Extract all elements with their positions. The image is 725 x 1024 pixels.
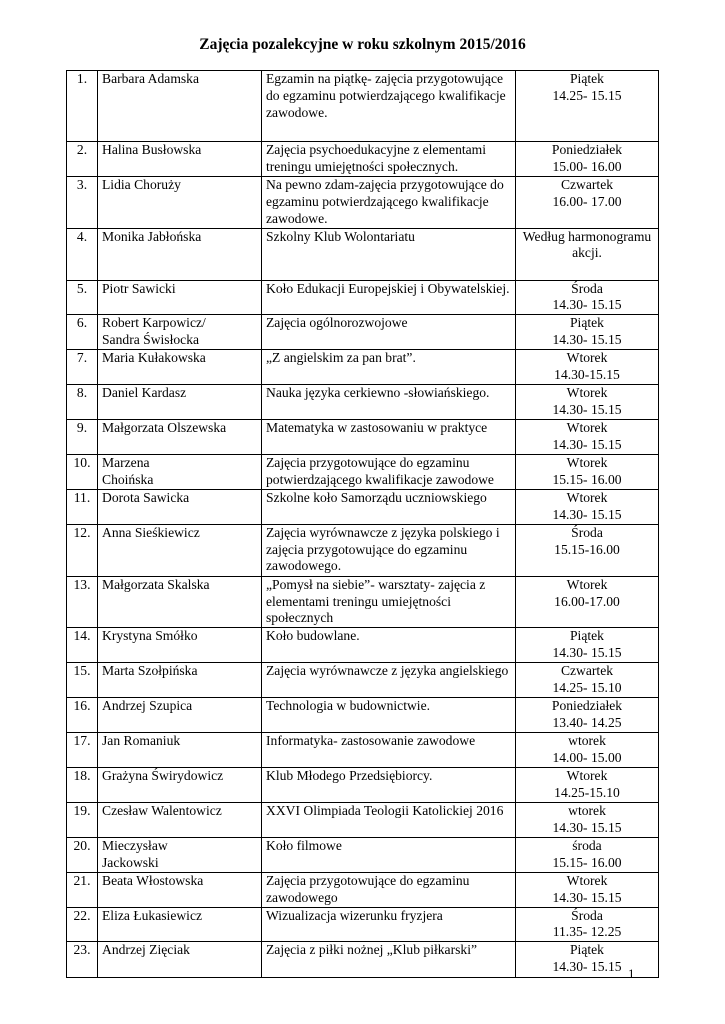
activity-schedule: Według harmonogramu akcji. <box>516 228 659 280</box>
table-row <box>67 419 659 454</box>
table-row <box>67 732 659 767</box>
row-number: 16. <box>67 698 98 733</box>
teacher-name: Andrzej Szupica <box>98 698 262 733</box>
activity-schedule: wtorek 14.30- 15.15 <box>516 802 659 837</box>
table-row <box>67 907 659 942</box>
row-number: 2. <box>67 142 98 177</box>
teacher-name: Daniel Kardasz <box>98 385 262 420</box>
teacher-name: Marta Szołpińska <box>98 663 262 698</box>
table-row <box>67 228 659 280</box>
table-row <box>67 942 659 978</box>
activity-description: Technologia w budownictwie. <box>262 698 516 733</box>
teacher-name: Grażyna Świrydowicz <box>98 767 262 802</box>
table-row <box>67 176 659 228</box>
table-row <box>67 280 659 315</box>
row-number: 11. <box>67 489 98 524</box>
activity-description: Klub Młodego Przedsiębiorcy. <box>262 767 516 802</box>
activity-schedule: Środa 11.35- 12.25 <box>516 907 659 942</box>
row-number: 21. <box>67 872 98 907</box>
activity-description: Wizualizacja wizerunku fryzjera <box>262 907 516 942</box>
row-number: 9. <box>67 419 98 454</box>
teacher-name: Andrzej Zięciak <box>98 942 262 978</box>
activity-description: Koło budowlane. <box>262 628 516 663</box>
activity-description: Szkolne koło Samorządu uczniowskiego <box>262 489 516 524</box>
row-number: 15. <box>67 663 98 698</box>
table-row <box>67 837 659 872</box>
table-row <box>67 628 659 663</box>
activity-schedule: wtorek 14.00- 15.00 <box>516 732 659 767</box>
teacher-name: Monika Jabłońska <box>98 228 262 280</box>
table-row <box>67 767 659 802</box>
teacher-name: Dorota Sawicka <box>98 489 262 524</box>
teacher-name: Marzena Choińska <box>98 454 262 489</box>
teacher-name: Anna Sieśkiewicz <box>98 524 262 576</box>
row-number: 4. <box>67 228 98 280</box>
teacher-name: Barbara Adamska <box>98 71 262 142</box>
activity-schedule: Wtorek 16.00-17.00 <box>516 576 659 628</box>
teacher-name: Małgorzata Olszewska <box>98 419 262 454</box>
teacher-name: Mieczysław Jackowski <box>98 837 262 872</box>
table-row <box>67 142 659 177</box>
activity-schedule: Poniedziałek 15.00- 16.00 <box>516 142 659 177</box>
activity-description: Zajęcia przygotowujące do egzaminu potwierdzającego kwalifikacje zawodowe <box>262 454 516 489</box>
row-number: 14. <box>67 628 98 663</box>
table-row <box>67 454 659 489</box>
activity-description: Koło Edukacji Europejskiej i Obywatelskiej. <box>262 280 516 315</box>
teacher-name: Robert Karpowicz/ Sandra Świsłocka <box>98 315 262 350</box>
activity-schedule: środa 15.15- 16.00 <box>516 837 659 872</box>
row-number: 17. <box>67 732 98 767</box>
row-number: 8. <box>67 385 98 420</box>
activity-description: Zajęcia psychoedukacyjne z elementami treningu umiejętności społecznych. <box>262 142 516 177</box>
row-number: 23. <box>67 942 98 978</box>
teacher-name: Czesław Walentowicz <box>98 802 262 837</box>
table-row <box>67 872 659 907</box>
row-number: 13. <box>67 576 98 628</box>
activity-schedule: Czwartek 16.00- 17.00 <box>516 176 659 228</box>
row-number: 3. <box>67 176 98 228</box>
activity-description: „Z angielskim za pan brat”. <box>262 350 516 385</box>
activity-schedule: Wtorek 14.30- 15.15 <box>516 489 659 524</box>
activity-description: Zajęcia z piłki nożnej „Klub piłkarski” <box>262 942 516 978</box>
activity-description: Zajęcia wyrównawcze z języka angielskiego <box>262 663 516 698</box>
activity-schedule: Czwartek 14.25- 15.10 <box>516 663 659 698</box>
activity-description: XXVI Olimpiada Teologii Katolickiej 2016 <box>262 802 516 837</box>
row-number: 22. <box>67 907 98 942</box>
activity-description: Informatyka- zastosowanie zawodowe <box>262 732 516 767</box>
activities-table <box>66 70 659 978</box>
teacher-name: Halina Busłowska <box>98 142 262 177</box>
row-number: 6. <box>67 315 98 350</box>
activity-schedule: Piątek 14.30- 15.15 <box>516 942 659 978</box>
teacher-name: Krystyna Smółko <box>98 628 262 663</box>
table-row <box>67 663 659 698</box>
activity-description: Koło filmowe <box>262 837 516 872</box>
row-number: 12. <box>67 524 98 576</box>
table-row <box>67 71 659 142</box>
activities-table-body <box>67 71 659 978</box>
teacher-name: Piotr Sawicki <box>98 280 262 315</box>
table-row <box>67 802 659 837</box>
teacher-name: Maria Kułakowska <box>98 350 262 385</box>
activity-schedule: Środa 15.15-16.00 <box>516 524 659 576</box>
table-row <box>67 576 659 628</box>
activity-schedule: Wtorek 14.30- 15.15 <box>516 872 659 907</box>
activity-schedule: Piątek 14.30- 15.15 <box>516 315 659 350</box>
activity-description: Zajęcia przygotowujące do egzaminu zawodowego <box>262 872 516 907</box>
row-number: 18. <box>67 767 98 802</box>
activity-schedule: Wtorek 15.15- 16.00 <box>516 454 659 489</box>
table-row <box>67 524 659 576</box>
table-row <box>67 385 659 420</box>
row-number: 20. <box>67 837 98 872</box>
row-number: 7. <box>67 350 98 385</box>
row-number: 5. <box>67 280 98 315</box>
teacher-name: Lidia Choruży <box>98 176 262 228</box>
row-number: 10. <box>67 454 98 489</box>
activity-description: Nauka języka cerkiewno -słowiańskiego. <box>262 385 516 420</box>
activity-description: Matematyka w zastosowaniu w praktyce <box>262 419 516 454</box>
teacher-name: Jan Romaniuk <box>98 732 262 767</box>
activity-schedule: Środa 14.30- 15.15 <box>516 280 659 315</box>
activity-description: Egzamin na piątkę- zajęcia przygotowujące do egzaminu potwierdzającego kwalifikacje zawodowe. <box>262 71 516 142</box>
activity-schedule: Wtorek 14.25-15.10 <box>516 767 659 802</box>
activity-description: Szkolny Klub Wolontariatu <box>262 228 516 280</box>
page-title: Zajęcia pozalekcyjne w roku szkolnym 2015/2016 <box>199 36 526 53</box>
activity-schedule: Wtorek 14.30- 15.15 <box>516 419 659 454</box>
row-number: 19. <box>67 802 98 837</box>
teacher-name: Beata Włostowska <box>98 872 262 907</box>
activity-schedule: Piątek 14.25- 15.15 <box>516 71 659 142</box>
activity-schedule: Poniedziałek 13.40- 14.25 <box>516 698 659 733</box>
table-row <box>67 350 659 385</box>
table-row <box>67 315 659 350</box>
activity-description: Zajęcia ogólnorozwojowe <box>262 315 516 350</box>
teacher-name: Eliza Łukasiewicz <box>98 907 262 942</box>
activity-schedule: Wtorek 14.30-15.15 <box>516 350 659 385</box>
activity-schedule: Wtorek 14.30- 15.15 <box>516 385 659 420</box>
teacher-name: Małgorzata Skalska <box>98 576 262 628</box>
row-number: 1. <box>67 71 98 142</box>
activity-description: Na pewno zdam-zajęcia przygotowujące do egzaminu potwierdzającego kwalifikacje zawodowe. <box>262 176 516 228</box>
activity-schedule: Piątek 14.30- 15.15 <box>516 628 659 663</box>
table-row <box>67 698 659 733</box>
activity-description: „Pomysł na siebie”- warsztaty- zajęcia z elementami treningu umiejętności społecznych <box>262 576 516 628</box>
page-number: 1 <box>628 966 635 981</box>
activity-description: Zajęcia wyrównawcze z języka polskiego i zajęcia przygotowujące do egzaminu zawodowego. <box>262 524 516 576</box>
table-row <box>67 489 659 524</box>
